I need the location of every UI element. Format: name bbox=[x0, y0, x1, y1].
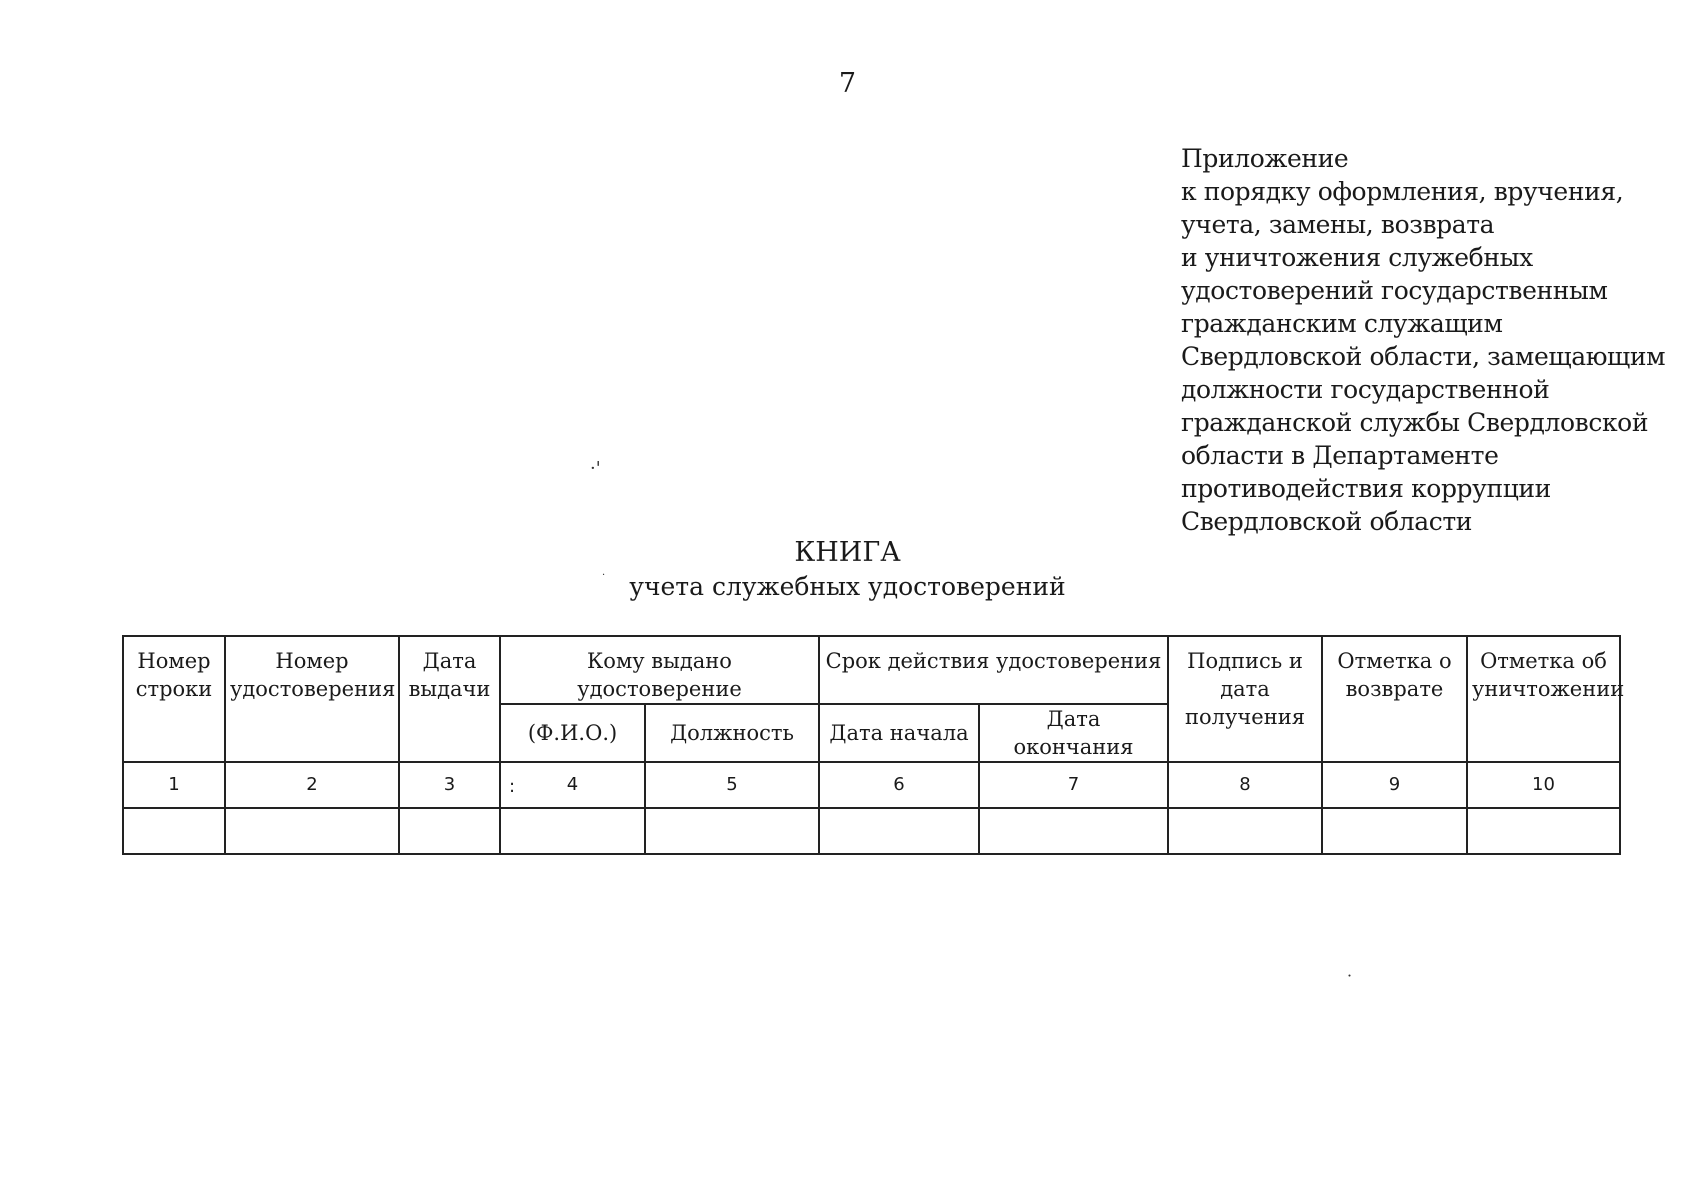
table-cell bbox=[399, 808, 500, 854]
certificate-register-table bbox=[122, 635, 1625, 855]
table-cell bbox=[500, 808, 645, 854]
column-number: 2 bbox=[225, 762, 399, 808]
column-number: 8 bbox=[1168, 762, 1322, 808]
table-cell bbox=[645, 808, 819, 854]
appendix-line: Свердловской области bbox=[1181, 507, 1473, 536]
table-cell bbox=[123, 808, 225, 854]
header-row-number: Номер строки bbox=[123, 636, 225, 762]
column-number: 5 bbox=[645, 762, 819, 808]
column-number: 6 bbox=[819, 762, 979, 808]
appendix-line: Приложение bbox=[1181, 144, 1349, 173]
column-number: 3 bbox=[399, 762, 500, 808]
appendix-line: гражданским служащим bbox=[1181, 309, 1503, 338]
scan-speck: ˙ bbox=[1345, 972, 1354, 993]
table-cell bbox=[1168, 808, 1322, 854]
document-title: КНИГА bbox=[794, 537, 901, 568]
table-cell bbox=[979, 808, 1168, 854]
column-number: 7 bbox=[979, 762, 1168, 808]
column-number-cell bbox=[500, 762, 645, 808]
appendix-line: к порядку оформления, вручения, bbox=[1181, 177, 1624, 206]
table-cell bbox=[1467, 808, 1620, 854]
header-start-date: Дата начала bbox=[819, 704, 979, 762]
document-subtitle: учета служебных удостоверений bbox=[629, 572, 1066, 601]
table-cell bbox=[1322, 808, 1467, 854]
table-cell bbox=[819, 808, 979, 854]
column-number: 1 bbox=[123, 762, 225, 808]
header-issued-to: Кому выдано удостоверение bbox=[500, 636, 819, 704]
appendix-line: должности государственной bbox=[1181, 375, 1550, 404]
appendix-line: гражданской службы Свердловской bbox=[1181, 408, 1649, 437]
appendix-line: области в Департаменте bbox=[1181, 441, 1499, 470]
header-certificate-number: Номер удостоверения bbox=[225, 636, 399, 762]
scan-speck: ·' bbox=[590, 458, 601, 479]
column-number: 9 bbox=[1322, 762, 1467, 808]
colon-mark: : bbox=[509, 776, 516, 797]
header-end-date: Дата окончания bbox=[979, 704, 1168, 762]
column-number: 4 bbox=[566, 774, 579, 795]
header-position: Должность bbox=[645, 704, 819, 762]
column-number-row bbox=[123, 762, 1620, 808]
header-issue-date: Дата выдачи bbox=[399, 636, 500, 762]
table-cell bbox=[225, 808, 399, 854]
header-signature-date: Подпись и дата получения bbox=[1168, 636, 1322, 762]
appendix-line: противодействия коррупции bbox=[1181, 474, 1551, 503]
table-header-row bbox=[123, 636, 1620, 704]
appendix-line: Свердловской области, замещающим bbox=[1181, 342, 1666, 371]
appendix-line: удостоверений государственным bbox=[1181, 276, 1608, 305]
page-number: 7 bbox=[838, 68, 857, 99]
column-number: 10 bbox=[1467, 762, 1620, 808]
header-full-name: (Ф.И.О.) bbox=[500, 704, 645, 762]
appendix-line: и уничтожения служебных bbox=[1181, 243, 1533, 272]
table-row bbox=[123, 808, 1620, 854]
header-destruction-mark: Отметка об уничтожении bbox=[1467, 636, 1620, 762]
scan-speck: · bbox=[602, 570, 606, 581]
appendix-block bbox=[1181, 142, 1671, 538]
appendix-line: учета, замены, возврата bbox=[1181, 210, 1495, 239]
header-return-mark: Отметка о возврате bbox=[1322, 636, 1467, 762]
header-validity: Срок действия удостоверения bbox=[819, 636, 1168, 704]
